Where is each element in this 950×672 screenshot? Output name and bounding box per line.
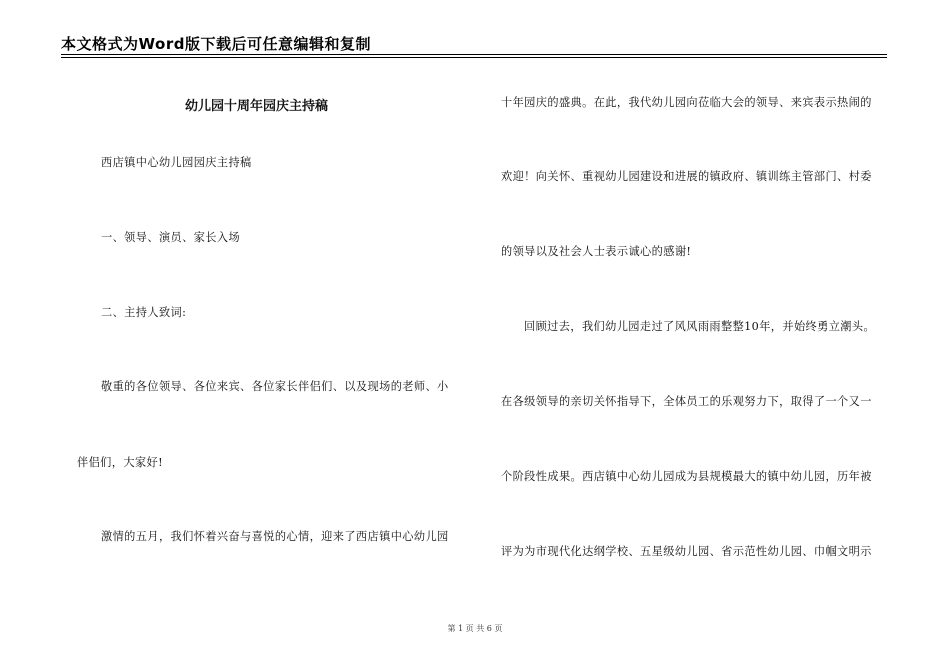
right-line-3: 的领导以及社会人士表示诚心的感谢! — [501, 245, 692, 258]
right-line-4: 回顾过去，我们幼儿园走过了风风雨雨整整10年，并始终勇立潮头。 — [524, 320, 876, 333]
right-line-2: 欢迎！向关怀、重视幼儿园建设和进展的镇政府、镇训练主管部门、村委 — [501, 170, 872, 183]
left-line-6: 激情的五月，我们怀着兴奋与喜悦的心情，迎来了西店镇中心幼儿园 — [101, 530, 449, 543]
right-line-5: 在各级领导的亲切关怀指导下，全体员工的乐观努力下，取得了一个又一 — [501, 395, 872, 408]
right-line-6: 个阶段性成果。西店镇中心幼儿园成为县规模最大的镇中幼儿园，历年被 — [501, 470, 872, 483]
left-line-1: 西店镇中心幼儿园园庆主持稿 — [101, 156, 252, 169]
left-line-4: 敬重的各位领导、各位来宾、各位家长伴侣们、以及现场的老师、小 — [101, 380, 449, 393]
page-number: 第 1 页 共 6 页 — [447, 624, 503, 633]
word-download-banner: 本文格式为Word版下载后可任意编辑和复制 — [61, 35, 371, 53]
header-rule-bottom — [61, 57, 887, 58]
header-rule-top — [61, 54, 887, 55]
right-line-7: 评为为市现代化达纲学校、五星级幼儿园、省示范性幼儿园、巾帼文明示 — [501, 545, 872, 558]
document-title: 幼儿园十周年园庆主持稿 — [185, 99, 329, 114]
left-line-2: 一、领导、演员、家长入场 — [101, 231, 241, 244]
right-line-1: 十年园庆的盛典。在此，我代幼儿园向莅临大会的领导、来宾表示热闹的 — [501, 96, 872, 109]
left-line-5: 伴侣们，大家好! — [77, 456, 164, 469]
left-line-3: 二、主持人致词: — [101, 306, 187, 319]
